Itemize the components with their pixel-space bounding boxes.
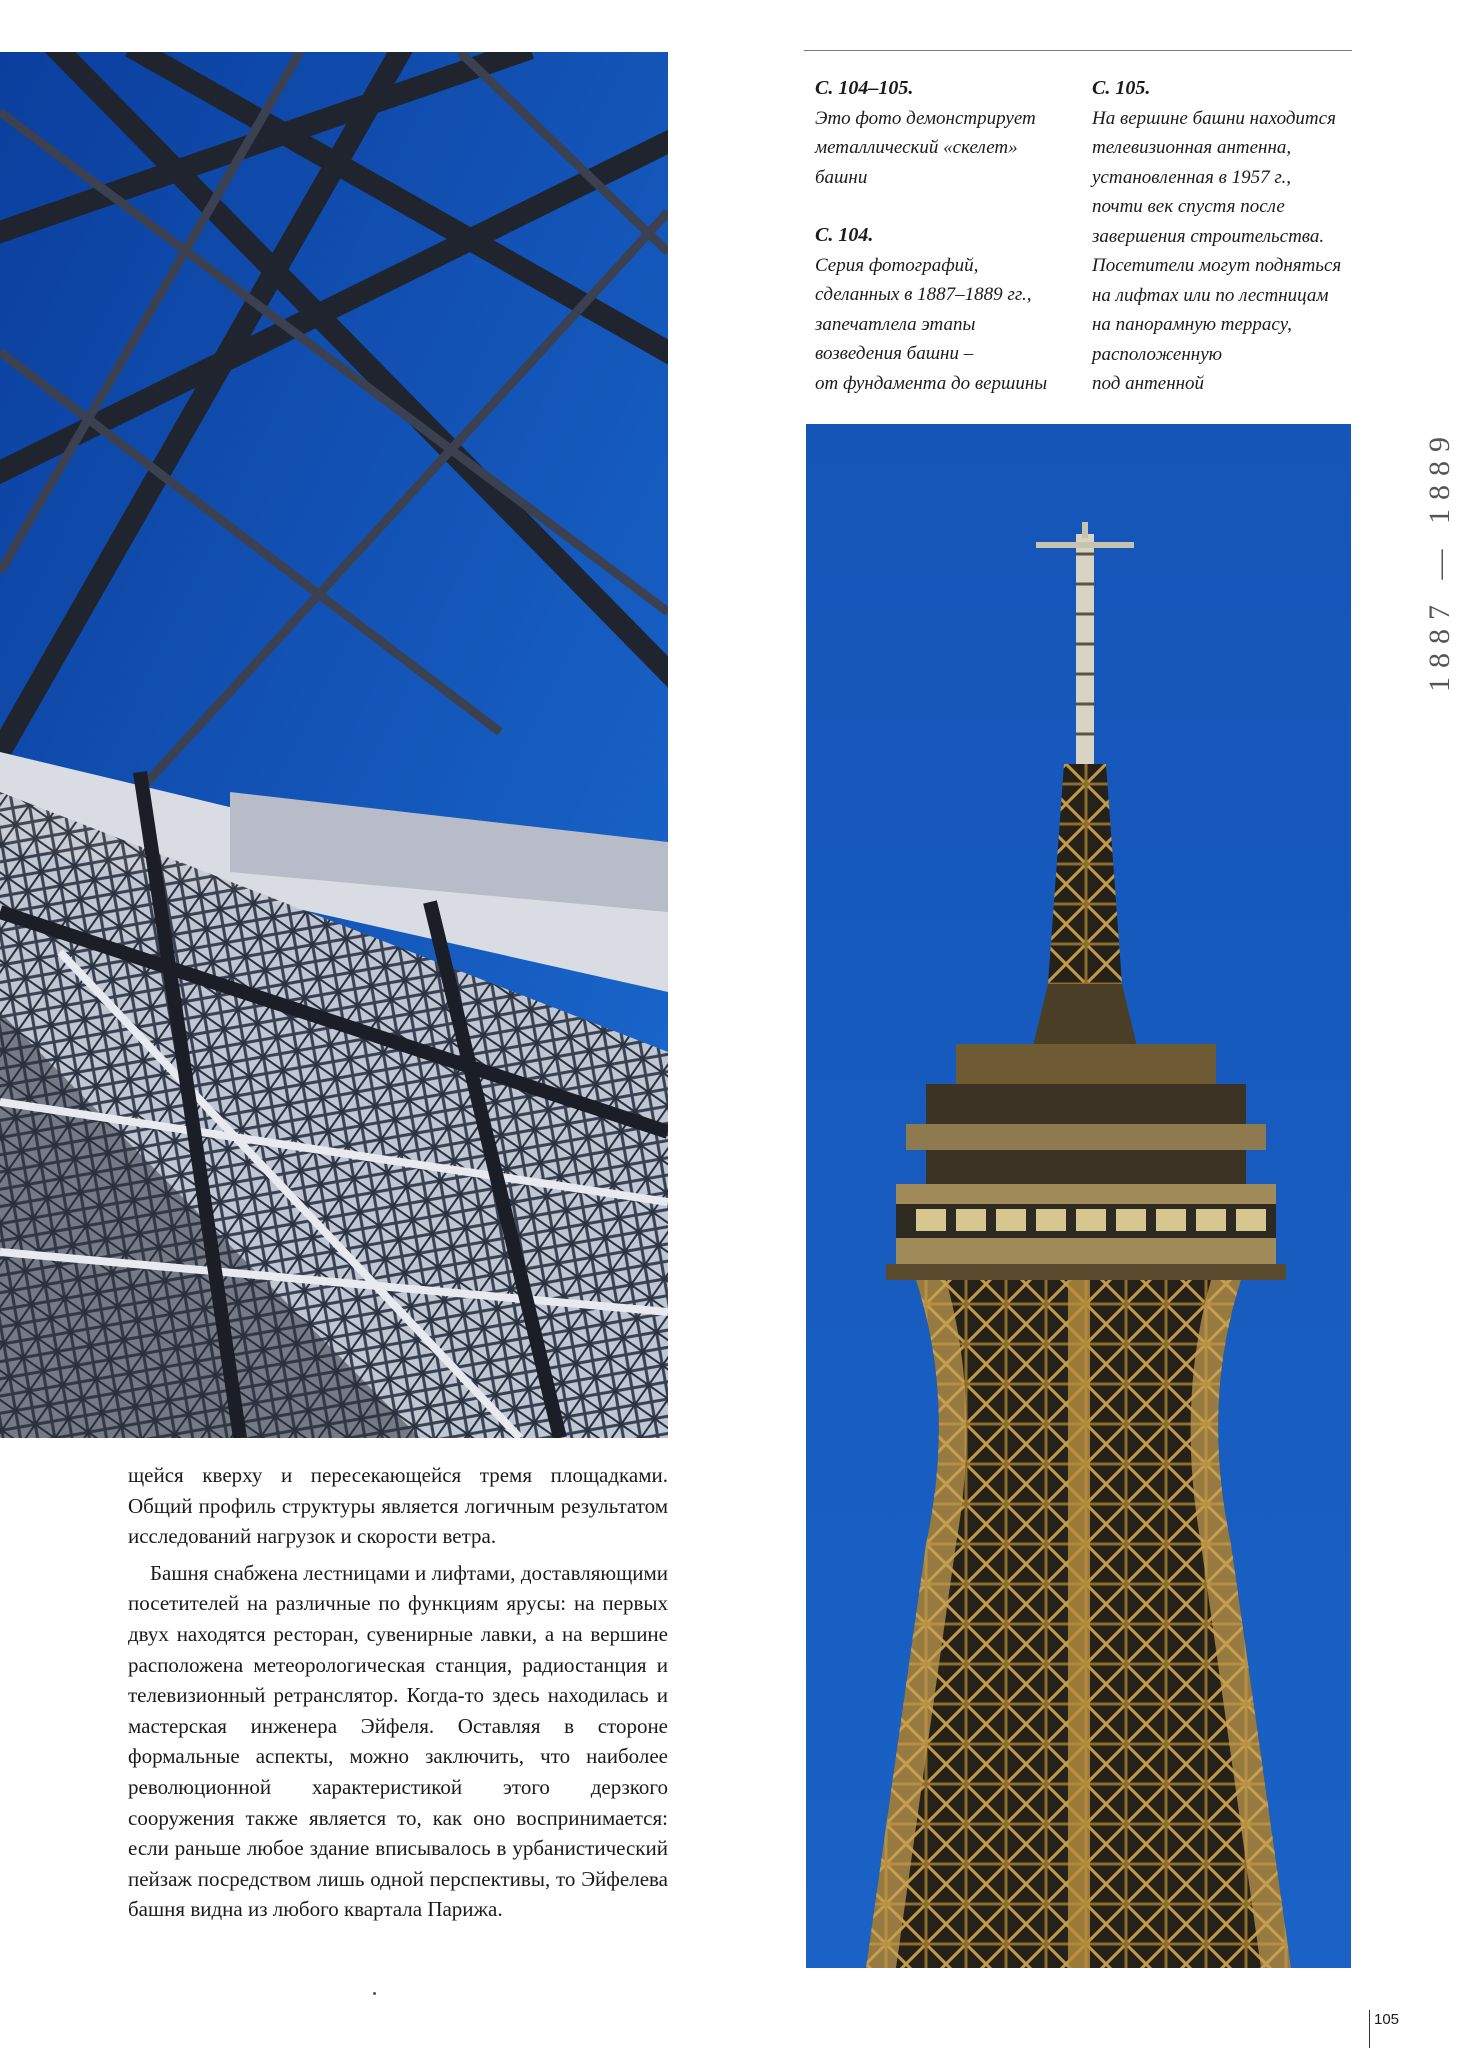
caption-line: Серия фотографий,	[815, 254, 979, 276]
stray-dot	[373, 1992, 376, 1995]
body-text	[128, 1460, 668, 1925]
caption-line: расположенную	[1092, 343, 1223, 365]
caption-ref: С. 105.	[1092, 77, 1151, 99]
caption-line: телевизионная антенна,	[1092, 137, 1292, 158]
caption-line: от фундамента до вершины	[815, 372, 1048, 394]
caption-line: почти век спустя после	[1092, 196, 1285, 217]
tower-top-photo	[806, 424, 1351, 1968]
caption-105	[1092, 74, 1362, 399]
caption-ref: С. 104–105.	[815, 77, 914, 99]
caption-line: металлический «скелет»	[815, 137, 1018, 158]
caption-line: на лифтах или по лестницам	[1092, 284, 1329, 306]
caption-line: завершения строительства.	[1092, 225, 1325, 247]
caption-line: Это фото демонстрирует	[815, 107, 1036, 129]
top-rule	[804, 50, 1352, 51]
tower-skeleton-photo	[0, 52, 668, 1438]
caption-104	[815, 221, 1065, 398]
caption-ref: С. 104.	[815, 224, 874, 246]
caption-line: под антенной	[1092, 373, 1205, 394]
caption-line: на панорамную террасу,	[1092, 314, 1292, 335]
body-paragraph: щейся кверху и пересекающейся тремя площадками. Общий профиль структуры является логичным результатом исследований нагрузок и скорости ветра.	[128, 1463, 668, 1549]
caption-line: возведения башни –	[815, 343, 974, 364]
caption-line: установленная в 1957 г.,	[1092, 166, 1292, 188]
caption-line: запечатлела этапы	[815, 313, 976, 335]
caption-line: сделанных в 1887–1889 гг.,	[815, 284, 1032, 305]
side-years	[1410, 420, 1470, 700]
caption-line: На вершине башни находится	[1092, 107, 1336, 129]
page-number: 105	[1369, 2010, 1399, 2048]
caption-104-105	[815, 74, 1055, 192]
caption-line: Посетители могут подняться	[1092, 255, 1342, 276]
side-years-label: 1887 — 1889	[1423, 428, 1456, 692]
body-paragraph: Башня снабжена лестницами и лифтами, доставляющими посетителей на различные по функциям ярусы: на первых двух находятся ресторан, сувенирные лавки, а на вершине расположена метеорологическая станция, радиостанция и телевизионный ретранслятор. Когда-то здесь находилась и мастерская инженера Эйфеля. Оставляя в стороне формальные аспекты, можно заключить, что наиболее революционной характеристикой этого дерзкого сооружения также является то, как оно воспринимается: если раньше любое здание вписывалось в урбанистический пейзаж посредством лишь одной перспективы, то Эйфелева башня видна из любого квартала Парижа.	[128, 1560, 668, 1922]
caption-line: башни	[815, 166, 868, 188]
